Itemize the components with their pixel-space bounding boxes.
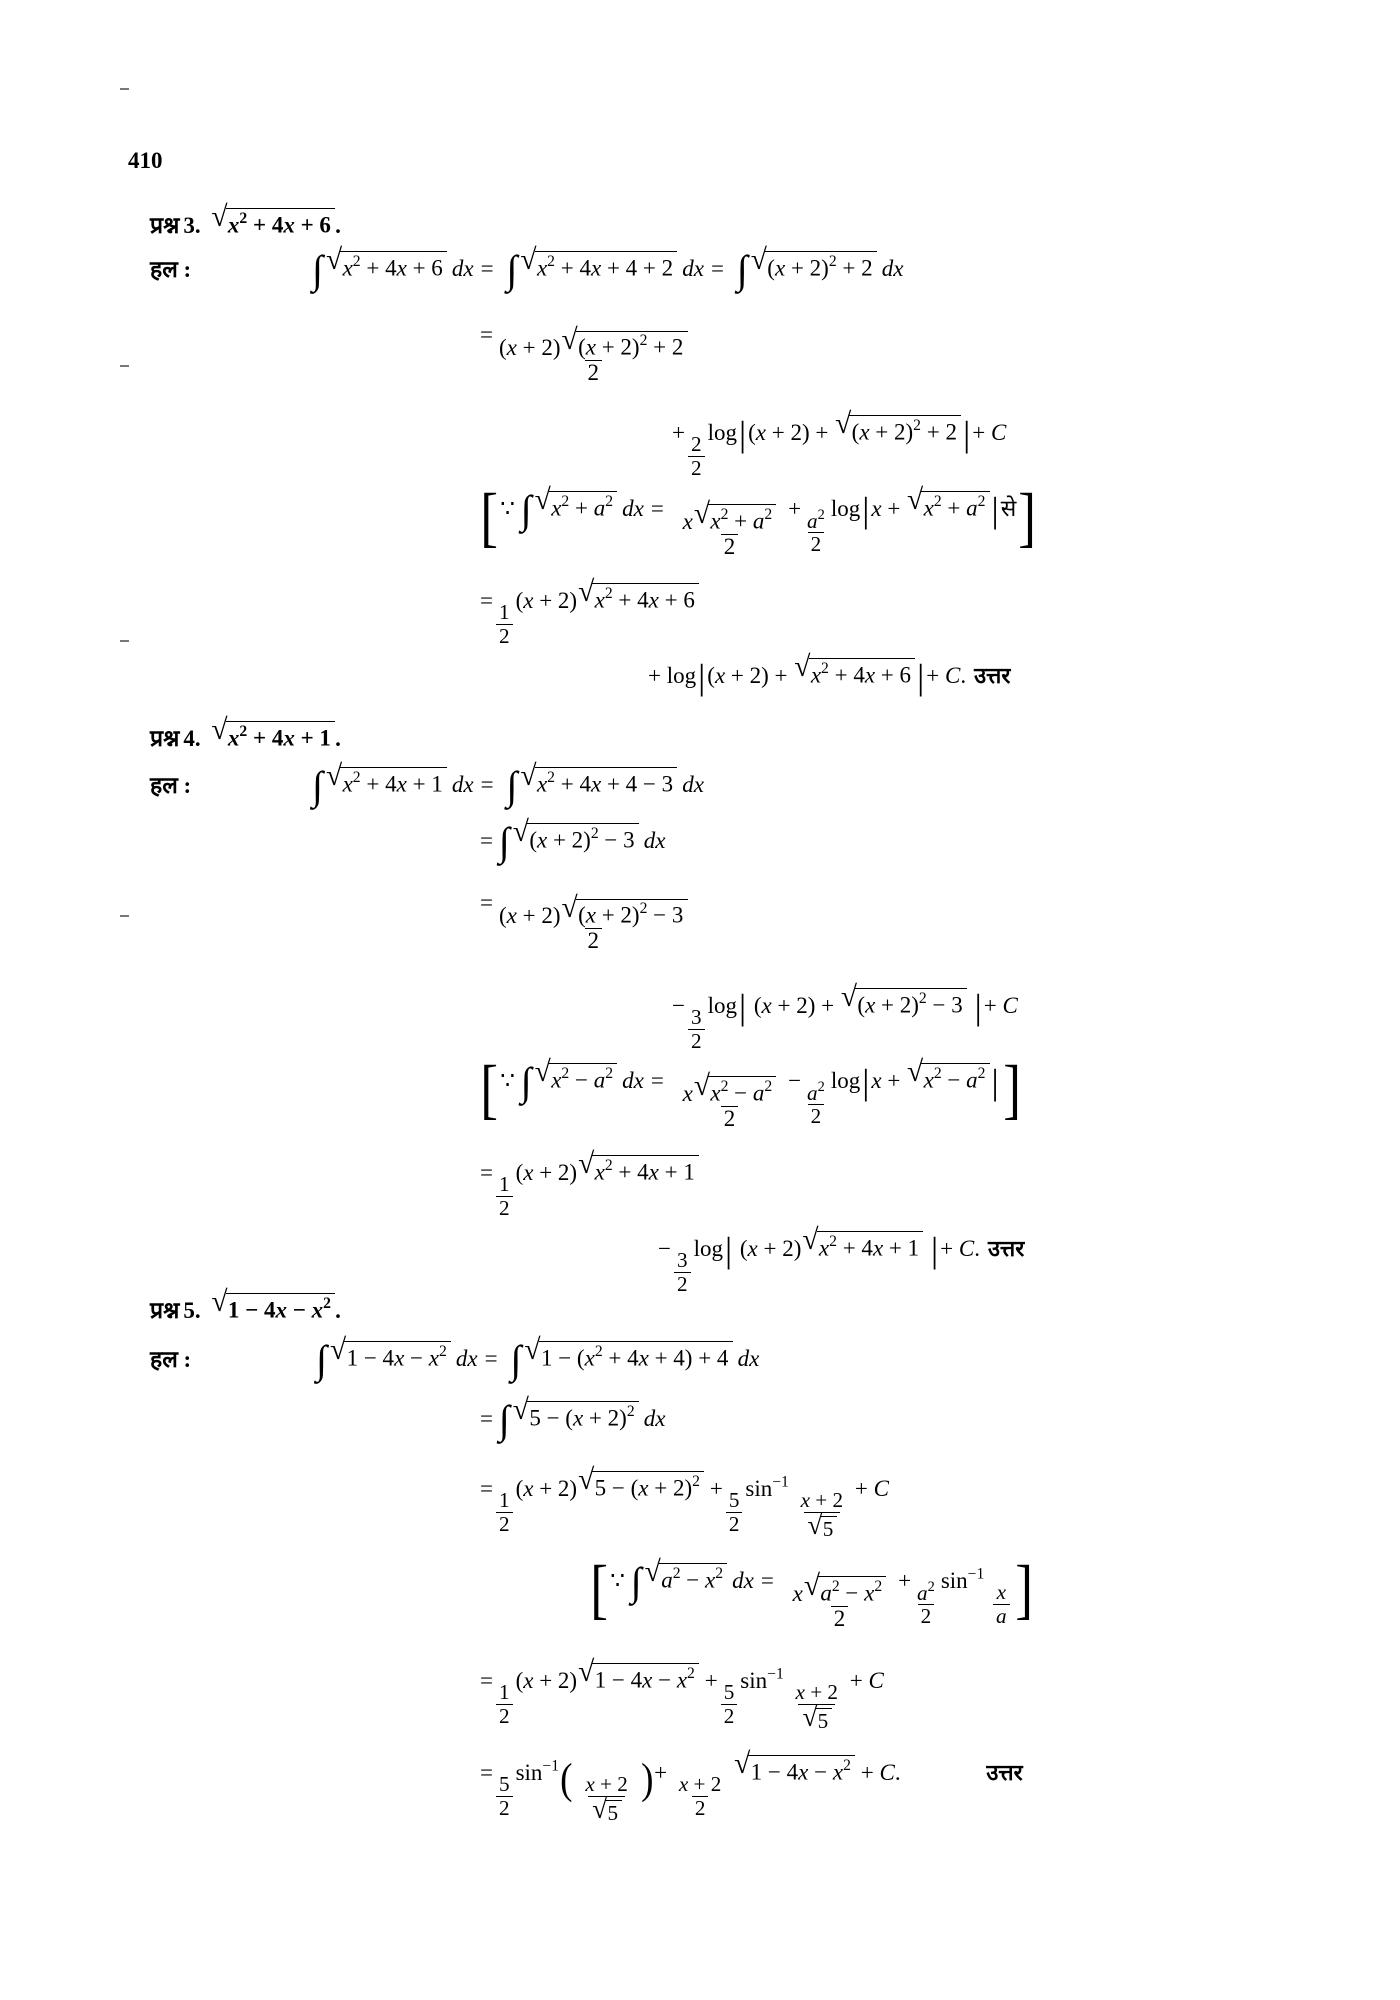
answer-label: उत्तर	[986, 1759, 1023, 1785]
question-label: प्रश्न	[150, 1297, 180, 1323]
solution-3-line-3: + $\frac{2}{2}$ log|(x + 2) + √ $(x + 2)^2 + 2$ |+ C	[672, 408, 1007, 481]
solution-3-line-4: = $\frac{1}{2}$ (x + 2) √ $x^2 + 4x + 6$	[480, 580, 699, 648]
question-5-heading	[150, 1286, 341, 1325]
answer-label: उत्तर	[987, 1235, 1025, 1261]
question-label: प्रश्न	[150, 725, 180, 751]
solution-4-formula-note: [∵ ∫ √ $x^2 - a^2$ dx = x √ $x^2 - a^2$ 2 − $\frac{a^2}{2}$ log|x + √ $x^2 - a^2$ |]	[480, 1053, 1021, 1132]
margin-tick	[120, 915, 129, 917]
margin-tick	[120, 365, 129, 367]
question-label: प्रश्न	[150, 212, 180, 238]
se-label: से	[1000, 495, 1017, 521]
question-4-statement: √ $x^2 + 4x + 1$ .	[211, 714, 341, 751]
page-number: 410	[128, 148, 163, 173]
solution-label: हल :	[150, 1347, 192, 1372]
solution-3-line-1: ∫ √ $x^2 + 4x + 6$ dx = ∫ √ $x^2 + 4x + 4 + 2$ dx = ∫ √ $(x + 2)^2 + 2$ dx	[312, 244, 904, 293]
question-4-heading	[150, 714, 341, 753]
solution-3-line-5: + log|(x + 2) + √ $x^2 + 4x + 6$ |+ C. उत्तर	[648, 651, 1011, 697]
solution-5-line-3: = $\frac{1}{2}$ (x + 2) √ $5 - (x + 2)^2$ + $\frac{5}{2}$ $\sin^{-1}$ x + 2 √ 5 + C	[480, 1464, 889, 1542]
solution-3-label	[150, 252, 191, 284]
question-3-statement: √ $x^2 + 4x + 6$ .	[211, 201, 341, 238]
question-number: 4.	[183, 725, 201, 751]
margin-tick	[120, 88, 129, 90]
solution-4-line-3: = (x + 2) √ $(x + 2)^2 - 3$ 2	[480, 890, 694, 954]
solution-5-line-5: = $\frac{5}{2}$ $\sin^{-1}$( x + 2 √ 5 )+ $\frac{x + 2}{2}$ √ $1 - 4x - x^2 + C$. उत्तर	[480, 1748, 1023, 1826]
question-5-statement: √ $1 - 4x - x^2$ .	[211, 1286, 341, 1323]
solution-5-line-2: = ∫ √ $5 - (x + 2)^2$ dx	[480, 1394, 666, 1443]
solution-4-line-5: = $\frac{1}{2}$ (x + 2) √ $x^2 + 4x + 1$	[480, 1152, 699, 1220]
question-number: 5.	[183, 1297, 201, 1323]
solution-5-label	[150, 1342, 191, 1374]
answer-label: उत्तर	[974, 662, 1011, 688]
solution-4-line-1: ∫ √ $x^2 + 4x + 1$ dx = ∫ √ $x^2 + 4x + 4 - 3$ dx	[312, 760, 704, 809]
solution-3-formula-note: [∵ ∫ √ $x^2 + a^2$ dx = x √ $x^2 + a^2$ 2 + $\frac{a^2}{2}$ log|x + √ $x^2 + a^2$ |से]	[480, 481, 1037, 560]
question-number: 3.	[183, 212, 201, 238]
solution-5-line-1: ∫ √ $1 - 4x - x^2$ dx = ∫ √ $1 - (x^2 + 4x + 4) + 4$ dx	[316, 1334, 760, 1383]
solution-5-formula-note: [∵ ∫ √ $a^2 - x^2$ dx = x √ $a^2 - x^2$ 2 + $\frac{a^2}{2}$ $\sin^{-1}$ $\frac{x}{a}$ ]	[590, 1553, 1033, 1632]
margin-tick	[120, 640, 129, 642]
solution-label: हल :	[150, 257, 192, 282]
solution-3-line-2: = (x + 2) √ $(x + 2)^2 + 2$ 2	[480, 322, 694, 386]
solution-5-line-4: = $\frac{1}{2}$ (x + 2) √ $1 - 4x - x^2$ + $\frac{5}{2}$ $\sin^{-1}$ x + 2 √ 5 + C	[480, 1656, 884, 1734]
solution-4-label	[150, 768, 191, 800]
solution-4-line-4: − $\frac{3}{2}$ log| (x + 2) + √ $(x + 2)^2 - 3$ |+ C	[672, 981, 1018, 1054]
question-3-heading	[150, 201, 341, 240]
solution-4-line-2: = ∫ √ $(x + 2)^2 - 3$ dx	[480, 816, 666, 865]
solution-label: हल :	[150, 773, 192, 798]
solution-4-line-6: − $\frac{3}{2}$ log| (x + 2) √ $x^2 + 4x + 1$ |+ C. उत्तर	[658, 1224, 1025, 1297]
